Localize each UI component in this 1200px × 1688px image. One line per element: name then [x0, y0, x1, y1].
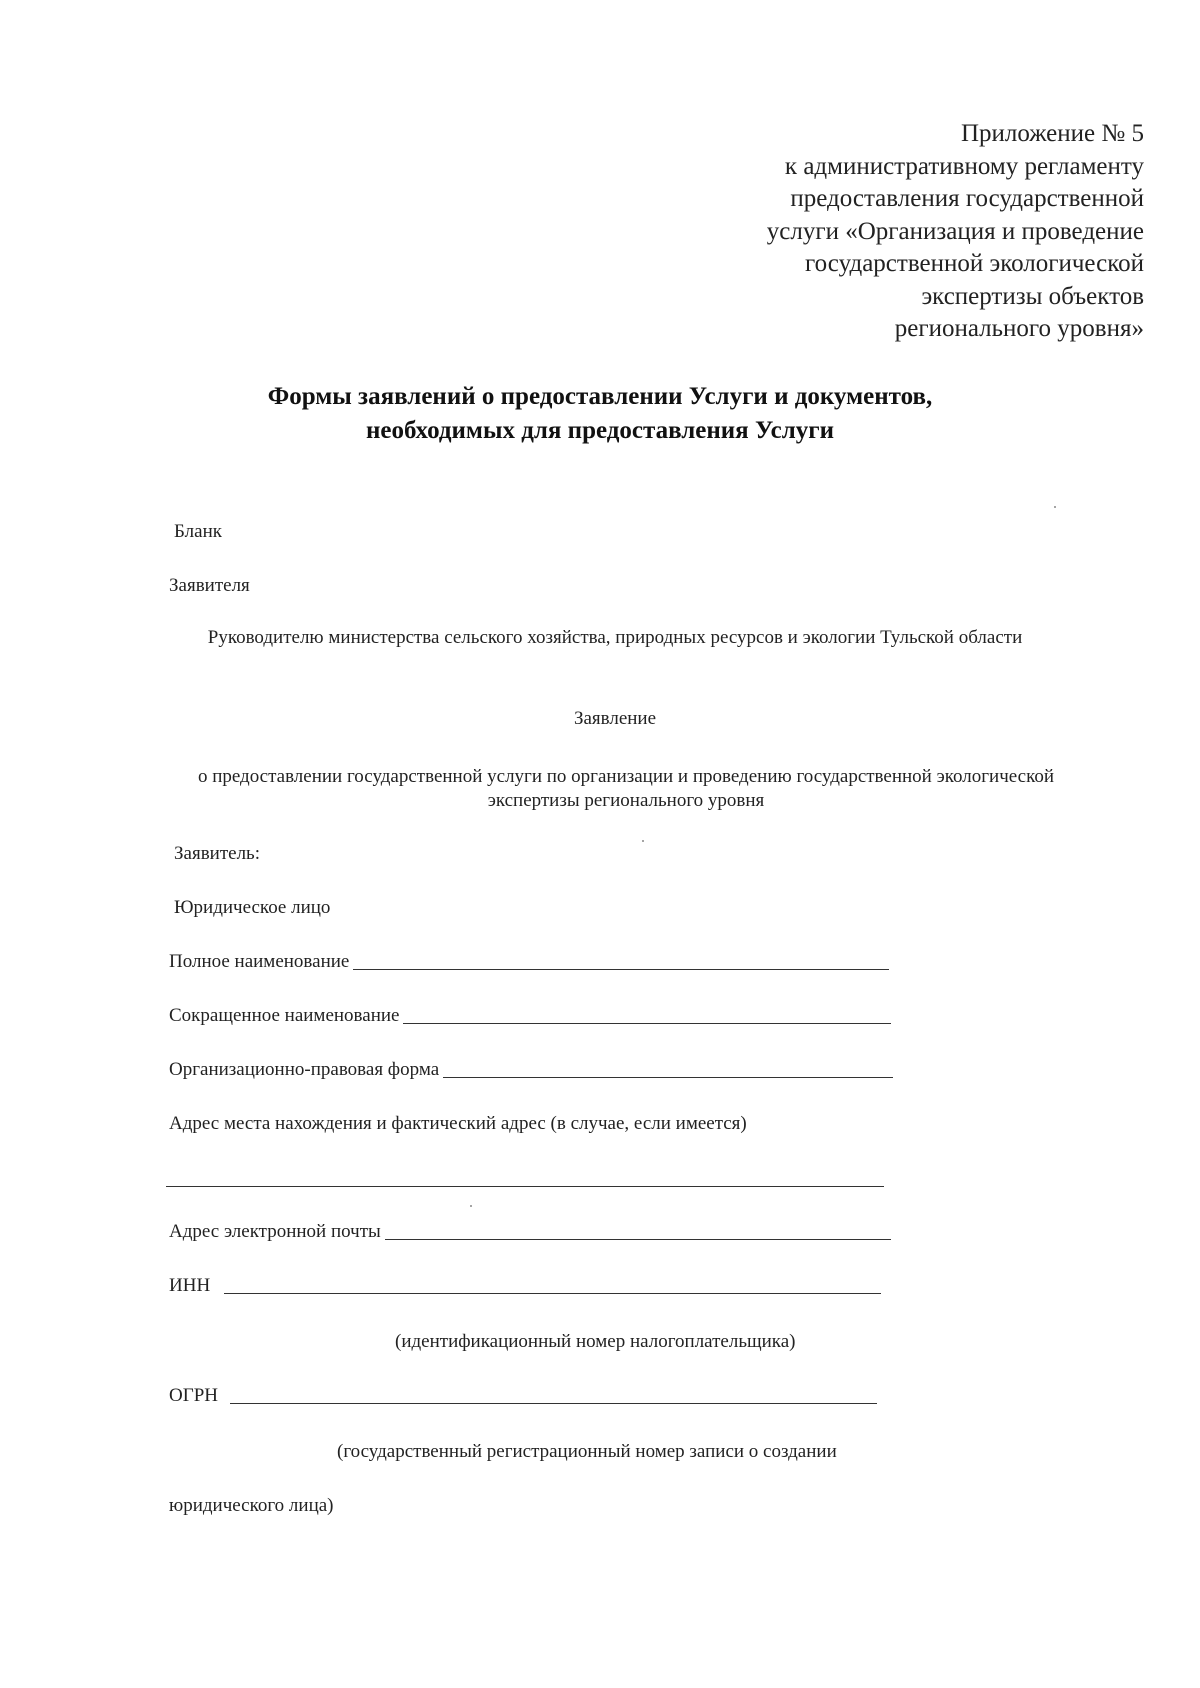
- short-name-input-line[interactable]: [403, 1007, 891, 1024]
- appendix-line: экспертизы объектов: [921, 282, 1144, 310]
- document-title-line-2: необходимых для предоставления Услуги: [366, 417, 834, 444]
- ogrn-label: ОГРН: [169, 1385, 218, 1406]
- short-name-label: Сокращенное наименование: [169, 1005, 400, 1026]
- appendix-header: [767, 118, 1144, 346]
- inn-hint: (идентификационный номер налогоплательщика): [395, 1331, 796, 1352]
- appendix-line: регионального уровня»: [894, 315, 1144, 342]
- addressee: Руководителю министерства сельского хозяйства, природных ресурсов и экологии Тульской области: [207, 627, 1023, 648]
- appendix-number: Приложение № 5: [960, 120, 1144, 147]
- appendix-line: к административному регламенту: [784, 152, 1144, 180]
- ogrn-field[interactable]: [169, 1384, 877, 1408]
- document-title-line-1: Формы заявлений о предоставлении Услуги и документов,: [267, 383, 933, 410]
- applicant-label: Заявитель:: [174, 843, 260, 864]
- applicant-header-label: Заявителя: [169, 575, 250, 596]
- inn-label: ИНН: [169, 1275, 211, 1296]
- statement-title: Заявление: [573, 708, 657, 729]
- inn-field[interactable]: [169, 1274, 881, 1298]
- scan-speck: [470, 1205, 472, 1207]
- address-input-line[interactable]: [166, 1186, 884, 1187]
- appendix-line: государственной экологической: [805, 250, 1144, 277]
- legal-form-field[interactable]: [169, 1058, 893, 1082]
- legal-form-input-line[interactable]: [443, 1061, 893, 1078]
- legal-entity-label: Юридическое лицо: [174, 897, 331, 918]
- appendix-line: предоставления государственной: [790, 185, 1144, 212]
- ogrn-hint-line-2: юридического лица): [169, 1495, 334, 1516]
- email-field[interactable]: [169, 1220, 891, 1244]
- full-name-label: Полное наименование: [169, 951, 350, 972]
- scan-speck: [642, 840, 644, 842]
- blank-label: Бланк: [174, 521, 222, 542]
- statement-subject: о предоставлении государственной услуги по организации и проведению государственной экологической экспертизы регионального уровня: [197, 766, 1055, 811]
- email-input-line[interactable]: [385, 1223, 891, 1240]
- legal-form-label: Организационно-правовая форма: [169, 1059, 440, 1080]
- appendix-line: услуги «Организация и проведение: [766, 217, 1144, 245]
- ogrn-hint-line-1: (государственный регистрационный номер записи о создании: [337, 1441, 837, 1462]
- full-name-field[interactable]: [169, 950, 889, 974]
- inn-input-line[interactable]: [224, 1277, 881, 1294]
- ogrn-input-line[interactable]: [230, 1387, 877, 1404]
- short-name-field[interactable]: [169, 1004, 891, 1028]
- document-title: [0, 380, 1200, 448]
- email-label: Адрес электронной почты: [169, 1221, 381, 1242]
- address-label: Адрес места нахождения и фактический адрес (в случае, если имеется): [169, 1113, 747, 1134]
- full-name-input-line[interactable]: [353, 953, 889, 970]
- scan-speck: [1054, 506, 1056, 508]
